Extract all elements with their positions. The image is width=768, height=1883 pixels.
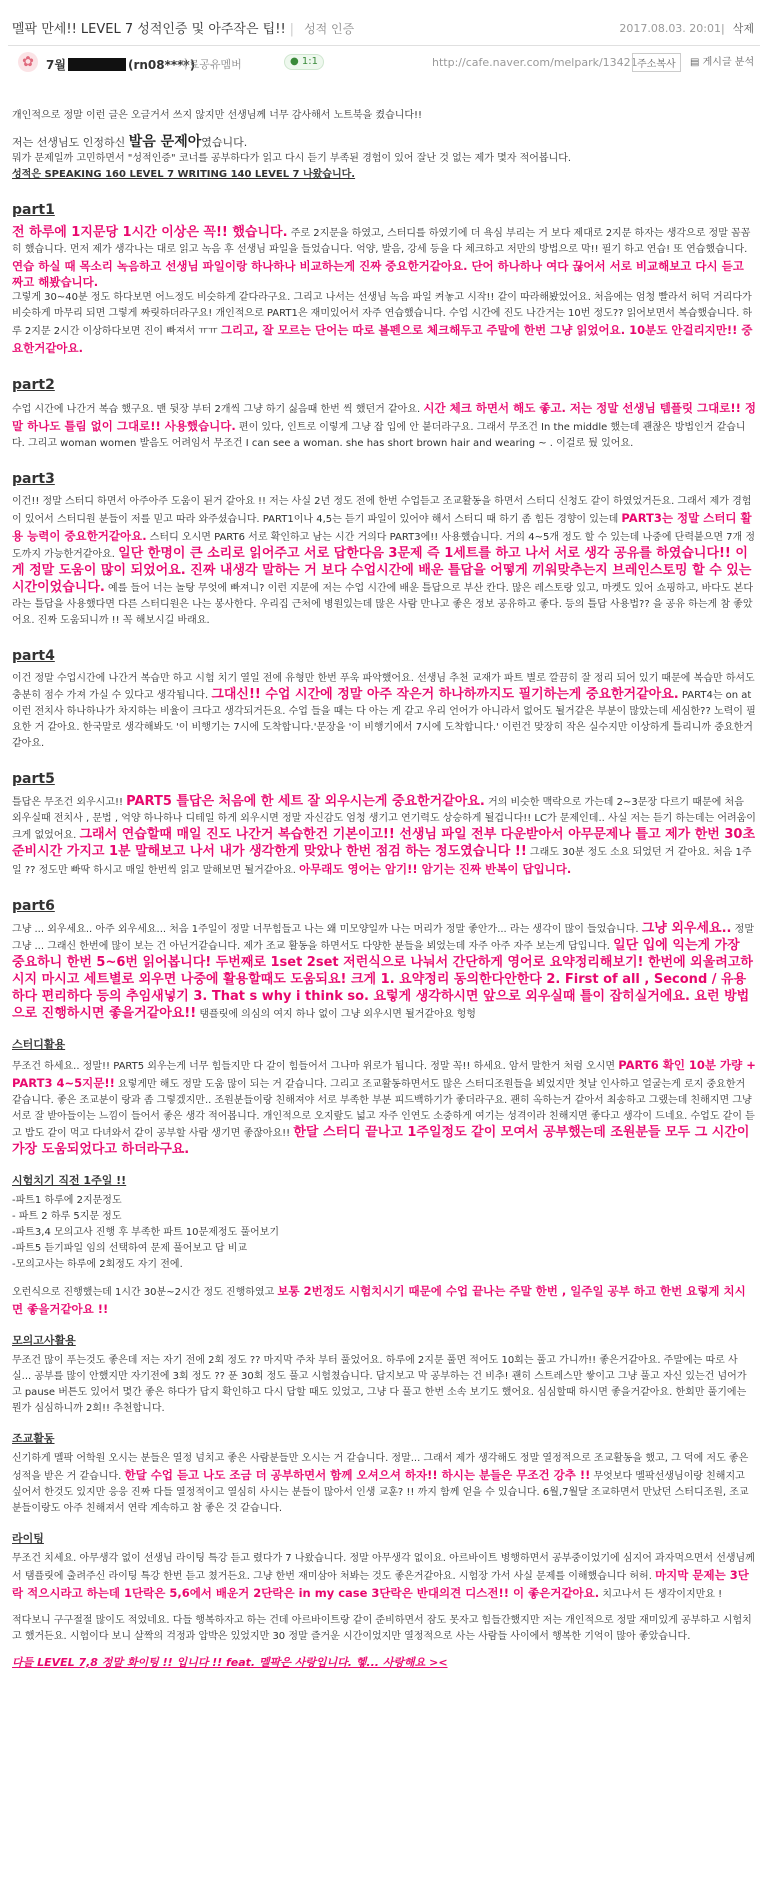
writing-heading: 라이팅 [12, 1532, 44, 1545]
week-item: -파트1 하루에 2지문정도 [12, 1195, 122, 1206]
document-icon: ▤ [690, 57, 700, 68]
intro-line-4: 성적은 SPEAKING 160 LEVEL 7 WRITING 140 LEVEL 7 나왔습니다. [12, 169, 356, 180]
week-item: -파트5 듣기파일 임의 선택하여 문제 풀어보고 답 비교 [12, 1243, 248, 1254]
study-heading: 스터디활용 [12, 1038, 66, 1051]
article [8, 0, 760, 1669]
delete-link[interactable]: 삭제 [732, 22, 754, 35]
part6-heading: part6 [12, 898, 55, 914]
study-para-1: 무조건 하세요.. 정말!! PART5 외우는게 너무 힘들지만 다 같이 힘들어서 그나마 위로가 됩니다. 정말 꼭!! 하세요. 암서 말한거 처럼 오시면 PART6 확인 10분 가량 + PART3 4~5지문!! 요렇게만 해도 정말 도움 많이 되는 거 같습니다. 그리고 조교활동하면서도 많은 스터디조원들을 뵈었지만 첫날 인사하고 얼굴는게 로지 중요한거 같습니다. 좋은 조교분이 랑과 좀 그렇겠지만.. 조원분들이랑 친해져야 서로 부족한 부분 피드백하기가 좋더라구요. 괜히 옥하는거 같아서 최송하고 그랬는데 친해지면 그냥 서로 잘 받아들이는 느낌이 들어서 좋은 생각 적어봅니다. 개인적으로 오지랖도 넓고 자주 인연도 소중하게 여기는 성격이라 친해지면 좋다고 생각이 드네요. 수업도 같이 듣고 밥도 같이 먹고 다녀와서 같이 공부할 사람 생기면 좋잖아요!! 한달 스터디 끝나고 1주일정도 같이 모여서 공부했는데 조원분들 모두 그 시간이 가장 도움되었다고 하더라구요. [12, 1058, 756, 1157]
tutor-para-1: 신기하게 멜팍 어학원 오시는 분들은 열정 넘치고 좋은 사람분들만 오시는 거 같습니다. 정말... 그래서 제가 생각해도 정말 열정적으로 조교활동을 했고, 그 덕에 저도 좋은 성적을 받은 거 같습니다. 한달 수업 듣고 나도 조금 더 공부하면서 함께 오셔으셔 하자!! 하시는 분들은 무조건 강추 !! 무엇보다 멜팍선생님이랑 친해지고 싶어서 한것도 있지만 응응 진짜 다들 열정적이고 열심히 사시는 분들이 많아서 인생 교훈? !! 까지 함께 얻을 수 있습니다. 6월,7월달 조교하면서 만났던 스터디조원, 조교분들이랑도 아주 친해져서 연락 계속하고 참 좋은 것 같습니다. [12, 1453, 749, 1514]
intro-line-1: 개인적으로 정말 이런 글은 오글거서 쓰지 않지만 선생님께 너무 감사해서 노트북을 켰습니다!! [12, 110, 423, 121]
closing-final: 다들 LEVEL 7,8 정말 화이팅 !! 입니다 !! feat. 멜팍은 사랑입니다. 헿... 사랑해요 >< [12, 1656, 448, 1669]
part4-heading: part4 [12, 648, 55, 664]
tutor-heading: 조교활동 [12, 1432, 55, 1445]
chat-icon: ● [290, 56, 299, 67]
part1-para-2: 연습 하실 때 목소리 녹음하고 선생님 파일이랑 하나하나 비교하는게 진짜 중요한거같아요. 단어 하나하나 여다 끊어서 서로 비교해보고 다시 듣고 짜고 해봤습니다. [12, 259, 744, 289]
week-heading: 시험치기 직전 1주일 !! [12, 1174, 127, 1187]
part2-para-1: 수업 시간에 나간거 복습 했구요. 맨 뒷장 부터 2개씩 그냥 하기 싫음때 한번 씩 했던거 같아요. 시간 체크 하면서 해도 좋고. 저는 정말 선생님 템플릿 그대로!! 정말 하나도 틀림 없이 그대로!! 사용했습니다. 편이 있다, 인트로 이렇게 그냥 잡 입에 안 붙더라구요. 그래서 무조건 In the middle 했는데 괜찮은 방법인거 같습니다. 그리고 woman women 발음도 어려임서 무조건 I can see a woman. she has short brown hair and wearing ~ . 이걸로 뒀 있어요. [12, 401, 756, 449]
part1-para-1: 전 하루에 1지문당 1시간 이상은 꼭!! 했습니다. 주로 2지문을 하였고, 스터디를 하였기에 더 욕심 부리는 거 보다 제대로 2지문 하자는 생각으로 정말 꼼꼼히 했습니다. 먼저 제가 생각나는 대로 읽고 녹음 후 선생님 파일을 들었습니다. 억양, 발음, 강세 등을 다 체크하고 저만의 방법으로 막!! 필기 하고 연습! 또 연습했습니다. [12, 225, 751, 255]
part3-para-1: 이건!! 정말 스터디 하면서 아주아주 도움이 된거 같아요 !! 저는 사실 2년 정도 전에 한번 수업듣고 조교활동을 하면서 스터디 신청도 같이 하였었거든요. 그래서 제가 경험이 있어서 스터디원 분들이 저를 믿고 따라 와주셨습니다. PART1이나 4,5는 듣기 파일이 있어야 해서 스터디 때 하기 좀 힘든 경향이 있는데 PART3는 정말 스터디 활용 능력이 중요한거같아요. 스터디 오시면 PART6 서로 확인하고 남는 시간 거의다 PART3에!! 사용했습니다. 거의 4~5개 정도 할 수 있는데 나중에 단력붙으면 7개 정도까지 가능한거같아요. 일단 한명이 큰 소리로 읽어주고 서로 답한다음 3문제 즉 1세트를 하고 나서 서로 생각 공유를 하였습니다!! 이게 정말 도움이 많이 되었어요. 진짜 내생각 말하는 거 보다 수업시간에 배운 틀답을 어떻게 끼워맞추는지 브레인스토밍 할 수 있는 시간이었습니다. 예를 들어 너는 놀탕 무엇에 빠져니? 이런 지문에 저는 수업 시간에 배운 틀답으로 부산 칸다. 많은 레스토랑 있고, 마켓도 있어 쇼핑하고, 바다도 본다 라는 틀답을 사용했다면 다른 스터디원은 나는 봉사한다. 우리집 근처에 병원있는데 많은 사람 만나고 좋은 정보 공유하고 좋다. 등의 틀답 사용법?? 을 공유 하는게 참 좋았어요. 진짜 도움되니까 !! 꼭 해보시길 바래요. [12, 496, 756, 626]
chat-badge[interactable]: ● 1:1 [284, 54, 324, 70]
author-bar [12, 46, 758, 78]
writing-para-1: 무조건 치세요. 아무생각 없이 선생님 라이팅 특강 듣고 렸다가 7 나왔습니다. 정말 아무생각 없이요. 아르바이트 병행하면서 공부중이었기에 심지어 과자먹으면서 선생님께서 탬플릿에 출려주신 라이팅 특강 한번 듣고 쳤거든요. 그냥 한번 재미삼아 처봐는 것도 좋은거같아요. 시험장 가서 사실 문제를 이해했습니다 허허. 마지막 문제는 3단락 적으시라고 하는데 1단락은 5,6에서 배운거 2단락은 in my case 3단락은 반대의견 디스전!! 이 좋은거같아요. 치고나서 든 생각이지만요 ! [12, 1553, 755, 1600]
flower-icon: ✿ [18, 52, 38, 72]
article-body [12, 108, 756, 1671]
author-name[interactable]: 7월 (rn08****) [46, 58, 196, 72]
part5-heading: part5 [12, 771, 55, 787]
week-item: -모의고사는 하루에 2회정도 자기 전에. [12, 1259, 183, 1270]
article-date: 2017.08.03. 20:01 [619, 22, 722, 35]
week-item: -파트3,4 모의고사 진행 후 부족한 파트 10문제정도 풀어보기 [12, 1227, 280, 1238]
part1-heading: part1 [12, 202, 55, 218]
article-meta: 2017.08.03. 20:01| 삭제 [619, 22, 754, 35]
article-header [8, 0, 760, 46]
redacted-name [68, 58, 126, 71]
article-category-link[interactable]: 성적 인증 [304, 22, 355, 36]
closing-para: 적다보니 구구절절 많이도 적었네요. 다들 행복하자고 하는 건데 아르바이트랑 같이 준비하면서 잠도 못자고 힘들간했지만 저는 개인적으로 정말 재미있게 공부하고 시험치고 했거든요. 시험이다 보니 살짝의 걱정과 압박은 있었지만 30 정말 즐거운 시간이었지만 열정적으로 사는 사람들 사이에서 행복한 기억이 많아 좋았습니다. [12, 1615, 752, 1642]
intro-line-2: 저는 선생님도 인정하신 발음 문제아였습니다. [12, 134, 248, 150]
part4-para-1: 이건 정말 수업시간에 나간거 복습만 하고 시험 치기 열일 전에 유형만 한번 푸욱 파악했어요. 선생님 추천 교재가 파트 별로 깔끔히 잘 정리 되어 있기 때문에 복습만 하셔도 충분히 점수 가져 가실 수 있다고 생각됩니다. 그대신!! 수업 시간에 정말 아주 작은거 하나하까지도 필기하는게 중요한거같아요. PART4는 on at 이런 전치사 하나하나가 차지하는 비율이 크다고 생각되거든요. 수업 들을 때는 다 아는 게 같고 우리 언어가 아니라서 없어도 될거같은 부분이 많았는데 세심한?? 노력이 필요한 거 같아요. 한국말로 생각해봐도 '이 비행기는 7시에 도착합니다.'문장을 '이 비행기에서 7시에 도착합니다.' 이런건 맞장히 작은 실수지만 이상하게 틀리니까 중요한거 같아요. [12, 673, 756, 749]
article-title-row: 멜팍 만세!! LEVEL 7 성적인증 및 아주작은 팁!! | 성적 인증 [12, 22, 355, 37]
part5-para-1: 틀답은 무조건 외우시고!! PART5 틀답은 처음에 한 세트 잘 외우시는게 중요한거같아요. 거의 비슷한 맥락으로 가는데 2~3문장 다르기 때문에 처음 외우실때 전치사 , 문법 , 억양 하나하나 디테일 하게 외우시면 정말 자신감도 엄청 생기고 연기력도 상승하게 될겁니다!! LC가 문제인데.. 사실 저는 듣기 하는데는 어려움이 크게 없었어요. 그래서 연습할때 매일 진도 나간거 복습한건 기본이고!! 선생님 파일 전부 다운받아서 아무문제나 틀고 제가 한번 30초 준비시간 가지고 1분 말해보고 나서 내가 생각한게 맞았나 한번 점검 하는 정도였습니다 !! 그래도 30분 정도 소요 되었던 거 같아요. 처음 1주일 ?? 정도만 빠딱 하시고 매일 한번씩 읽고 말해보면 될거같아요. 아무래도 영어는 암기!! 암기는 진짜 반복이 답입니다. [12, 794, 756, 876]
part3-heading: part3 [12, 471, 55, 487]
week-item: - 파트 2 하루 5지문 정도 [12, 1211, 122, 1222]
analysis-button[interactable]: ▤ 게시글 분석 [690, 57, 755, 68]
mock-heading: 모의고사활용 [12, 1334, 76, 1347]
copy-url-button[interactable]: 주소복사 [632, 53, 681, 72]
member-grade: 자료공유멤버 [178, 58, 242, 71]
article-title: 멜팍 만세!! LEVEL 7 성적인증 및 아주작은 팁!! [12, 22, 286, 37]
part6-para-1: 그냥 ... 외우세요.. 아주 외우세요... 처음 1주일이 정말 너무힘들고 나는 왜 미모양일까 나는 머리가 정말 좋안가... 라는 생각이 많이 들었습니다. 그냥 외우세요.. 정말 그냥 ... 그래신 한번에 많이 보는 건 아닌거같습니다. 제가 조교 활동을 하면서도 다양한 분들을 뵈었는데 자주 아주 자주 보는게 답입니다. 일단 입에 익는게 가장 중요하니 한번 5~6번 읽어봅니다! 두번째로 1set 2set 저런식으로 나눠서 간단하게 영어로 요약정리해보기! 한번에 외울려고하시지 마시고 세트별로 외우면 나중에 활용할때도 도움되요! 크게 1. 요약정리 동의한다안한다 2. First of all , Second / 유용하다 편리하다 등의 추임새넣기 3. That s why i think so. 요렇게 생각하시면 앞으로 외우실때 틀이 잡히실거에요. 요런 방법으로 진행하시면 좋을거같아요!! 탬플릿에 의심의 여지 하나 없이 그냥 외우시면 될거같아요 헝헝 [12, 921, 754, 1021]
mock-para-1: 무조건 많이 푸는것도 좋은데 저는 자기 전에 2회 정도 ?? 마지막 주차 부터 풀었어요. 하루에 2지문 풀면 적어도 10회는 풀고 가니까!! 좋은거같아요. 주말에는 따로 사실... 공부를 많이 안했지만 자기전에 3회 정도 ?? 푼 30회 정도 풀고 시험쳤습니다. 답지보고 막 공부하는 건 비추! 괜히 스트레스만 쌓이고 그냥 풀고 자신 있는건 넘어가고 pause 버튼도 있어서 몇간 좋은 하다가 답지 확인하고 다시 답할 때도 있었고, 그냥 다 풀고 한번 소속 보기도 했어요. 심심할때 하시면 좋을거같아요. 한회만 풀기에는 뭔가 심심하니까 2회!! 추천합니다. [12, 1355, 747, 1414]
week-after: 오런식으로 진행했는데 1시간 30분~2시간 정도 진행하였고 보통 2번정도 시험치시기 때문에 수업 끝나는 주말 한번 , 일주일 공부 하고 한번 요렇게 치시면 좋을거같아요 !! [12, 1284, 746, 1316]
intro-line-3: 뭐가 문제일까 고민하면서 "성적인증" 코너를 공부하다가 읽고 다시 듣기 부족된 경험이 있어 잘난 것 없는 제가 몇자 적어봅니다. [12, 153, 572, 164]
article-url[interactable]: http://cafe.naver.com/melpark/13421 [432, 56, 638, 69]
part1-para-3: 그렇게 30~40분 정도 하다보면 어느정도 비슷하게 같다라구요. 그리고 나서는 선생님 녹음 파일 켜놓고 시작!! 같이 따라해봤었어요. 처음에는 엄청 빨라서 허덕 거리다가 비슷하게 마무리 되면 그렇게 짜릿하더라구요! 개인적으로 PART1은 재미있어서 자주 연습했습니다. 수업 시간에 진도 나간거는 10번 정도?? 읽어보면서 복습했습니다. 하루 2지문 2시간 이상하다보면 진이 빠져서 ㅠㅠ 그리고, 잘 모르는 단어는 따로 볼펜으로 체크해두고 주말에 한번 그냥 읽었어요. 10분도 안걸리지만!! 중요한거같아요. [12, 292, 753, 355]
part2-heading: part2 [12, 377, 55, 393]
